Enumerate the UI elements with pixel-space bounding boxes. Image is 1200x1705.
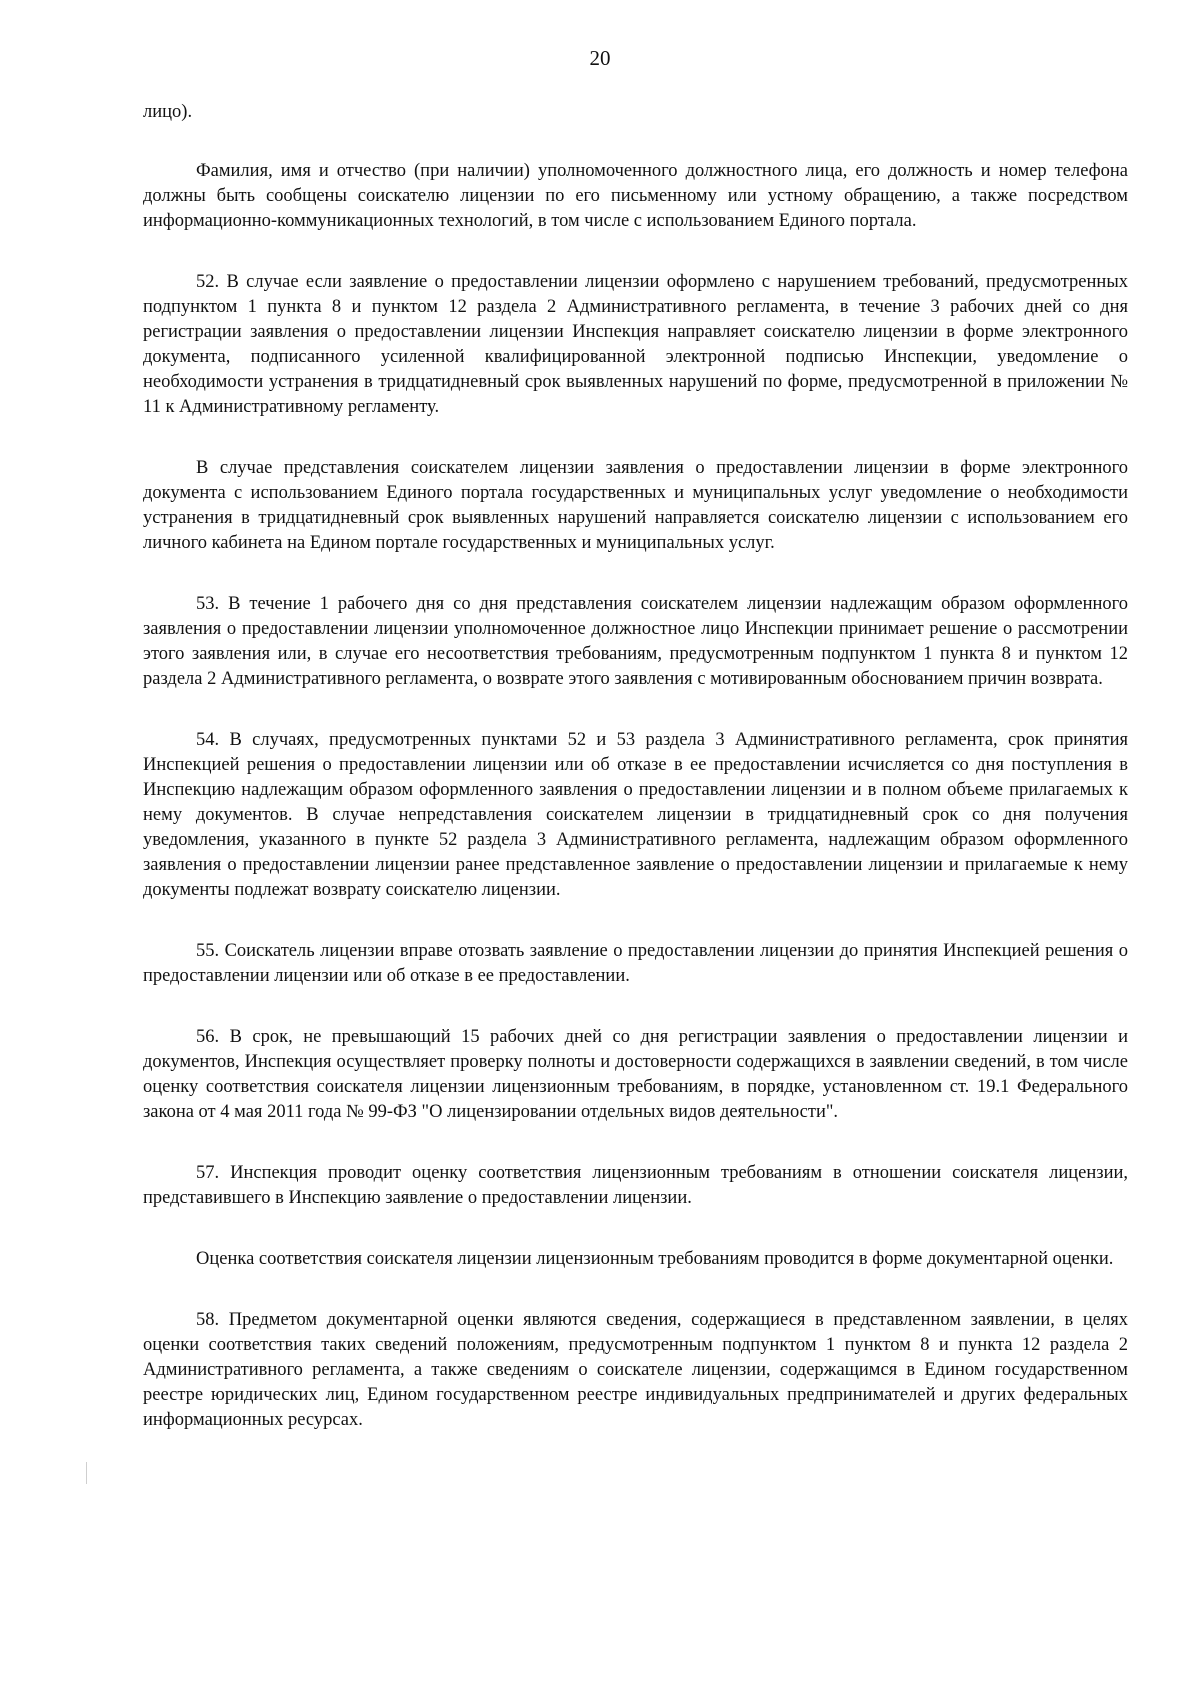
paragraph-53: 53. В течение 1 рабочего дня со дня представления соискателем лицензии надлежащим образом оформленного заявления о предоставлении лицензии уполномоченное должностное лицо Инспекции принимает решение о рассмотрении этого заявления или, в случае его несоответствия требованиям, предусмотренным подпунктом 1 пункта 8 и пунктом 12 раздела 2 Административного регламента, о возврате этого заявления с мотивированным обоснованием причин возврата. [143, 594, 1128, 689]
paragraph-55: 55. Соискатель лицензии вправе отозвать заявление о предоставлении лицензии до принятия Инспекцией решения о предоставлении лицензии или об отказе в ее предоставлении. [143, 941, 1128, 986]
paragraph-52-electronic: В случае представления соискателем лицензии заявления о предоставлении лицензии в форме электронного документа с использованием Единого портала государственных и муниципальных услуг уведомление о необходимости устранения в тридцатидневный срок выявленных нарушений направляется соискателю лицензии с использованием его личного кабинета на Едином портале государственных и муниципальных услуг. [143, 458, 1128, 553]
paragraph-54: 54. В случаях, предусмотренных пунктами 52 и 53 раздела 3 Административного регламента, срок принятия Инспекцией решения о предоставлении лицензии или об отказе в ее предоставлении исчисляется со дня поступления в Инспекцию надлежащим образом оформленного заявления о предоставлении лицензии и в полном объеме прилагаемых к нему документов. В случае непредставления соискателем лицензии в тридцатидневный срок со дня получения уведомления, указанного в пункте 52 раздела 3 Административного регламента, надлежащим образом оформленного заявления о предоставлении лицензии ранее представленное заявление о предоставлении лицензии и прилагаемые к нему документы подлежат возврату соискателю лицензии. [143, 730, 1128, 900]
paragraph-57-assessment: Оценка соответствия соискателя лицензии лицензионным требованиям проводится в форме документарной оценки. [196, 1249, 1114, 1269]
paragraph-56: 56. В срок, не превышающий 15 рабочих дней со дня регистрации заявления о предоставлении лицензии и документов, Инспекция осуществляет проверку полноты и достоверности содержащихся в заявлении сведений, в том числе оценку соответствия соискателя лицензии лицензионным требованиям, в порядке, установленном ст. 19.1 Федерального закона от 4 мая 2011 года № 99-ФЗ "О лицензировании отдельных видов деятельности". [143, 1027, 1128, 1122]
scan-margin-mark [86, 1462, 87, 1484]
paragraph-official-contact: Фамилия, имя и отчество (при наличии) уполномоченного должностного лица, его должность и номер телефона должны быть сообщены соискателю лицензии по его письменному или устному обращению, а также посредством информационно-коммуникационных технологий, в том числе с использованием Единого портала. [143, 161, 1128, 231]
paragraph-58: 58. Предметом документарной оценки являются сведения, содержащиеся в представленном заявлении, в целях оценки соответствия таких сведений положениям, предусмотренным подпунктом 1 пунктом 8 и пункта 12 раздела 2 Административного регламента, а также сведениям о соискателе лицензии, содержащимся в Едином государственном реестре юридических лиц, Едином государственном реестре индивидуальных предпринимателей и других федеральных информационных ресурсах. [143, 1310, 1128, 1430]
paragraph-continuation: лицо). [143, 102, 193, 122]
paragraph-57: 57. Инспекция проводит оценку соответствия лицензионным требованиям в отношении соискателя лицензии, представившего в Инспекцию заявление о предоставлении лицензии. [143, 1163, 1128, 1208]
document-body [143, 100, 1128, 1469]
page-number: 20 [589, 46, 611, 70]
paragraph-52: 52. В случае если заявление о предоставлении лицензии оформлено с нарушением требований, предусмотренных подпунктом 1 пункта 8 и пунктом 12 раздела 2 Административного регламента, в течение 3 рабочих дней со дня регистрации заявления о предоставлении лицензии Инспекция направляет соискателю лицензии в форме электронного документа, подписанного усиленной квалифицированной электронной подписью Инспекции, уведомление о необходимости устранения в тридцатидневный срок выявленных нарушений по форме, предусмотренной в приложении № 11 к Административному регламенту. [143, 272, 1128, 417]
